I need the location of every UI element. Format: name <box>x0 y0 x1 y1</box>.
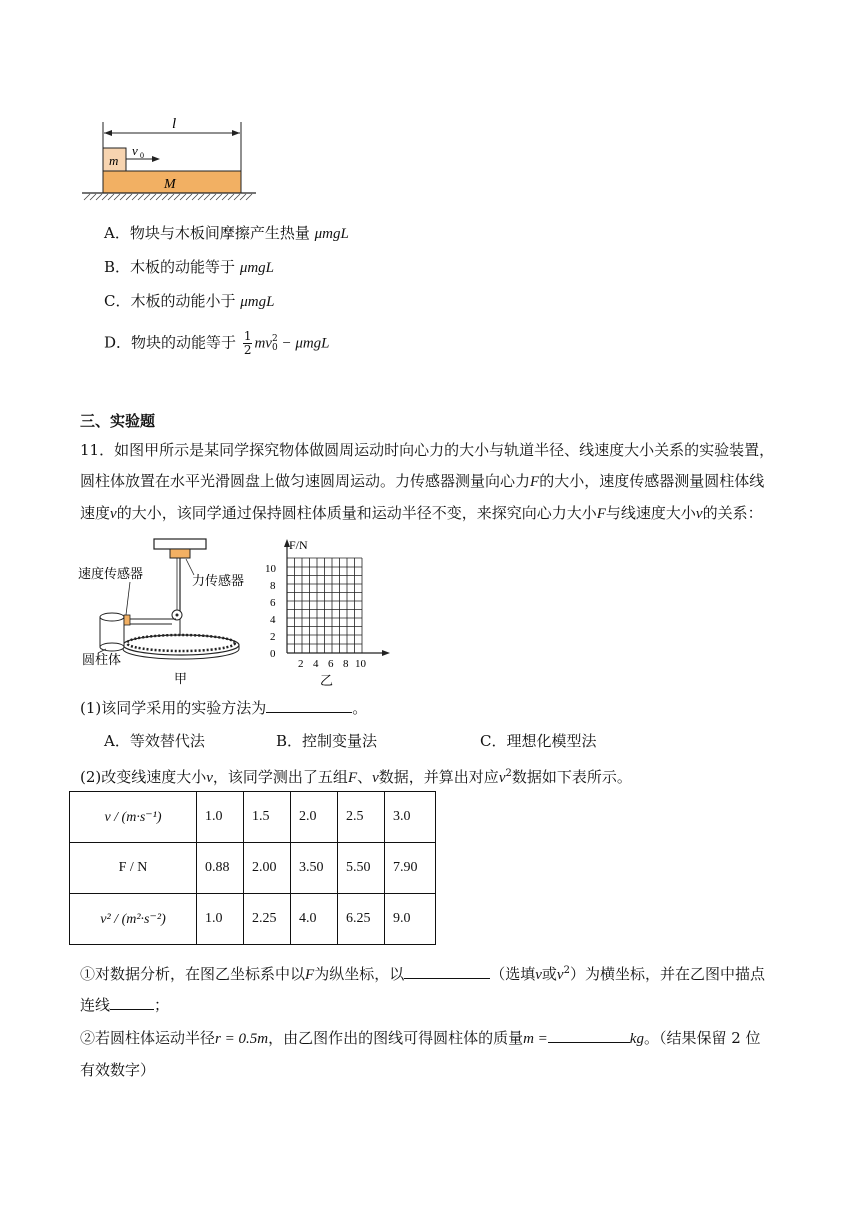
y-axis-label: F/N <box>289 538 308 552</box>
force-sensor <box>170 549 190 558</box>
sub1-choice-c: C．理想化模型法 <box>480 732 597 750</box>
xtick-8: 8 <box>343 658 349 670</box>
circle2-line1: ②若圆柱体运动半径r = 0.5m，由乙图作出的图线可得圆柱体的质量m = kg。（结果保留 2 位 <box>80 1026 761 1050</box>
table-cell: 9.0 <box>385 894 436 945</box>
option-a: A．物块与木板间摩擦产生热量 μmgL <box>104 224 349 242</box>
ytick-2: 2 <box>270 631 276 643</box>
answer-blank-1[interactable] <box>266 696 352 713</box>
grid-figure-yi <box>262 537 402 687</box>
q11-line2: 圆柱体放置在水平光滑圆盘上做匀速圆周运动。力传感器测量向心力F的大小，速度传感器测量圆柱体线 <box>80 472 765 490</box>
grid-lines <box>287 558 362 653</box>
label-v0: v <box>132 143 138 158</box>
top-support <box>154 539 206 549</box>
row-header-F: F / N <box>70 843 197 894</box>
table-cell: 1.0 <box>197 792 244 843</box>
ytick-4: 4 <box>270 614 276 626</box>
table-cell: 3.50 <box>291 843 338 894</box>
option-c: C．木板的动能小于 μmgL <box>104 292 275 310</box>
rotating-disk <box>123 635 239 655</box>
q11-line3: 速度v的大小，该同学通过保持圆柱体质量和运动半径不变，来探究向心力大小F与线速度大小v的关系： <box>80 504 763 522</box>
sub1-choice-a: A．等效替代法 <box>104 732 205 750</box>
xtick-4: 4 <box>313 658 319 670</box>
fraction-one-half: $\frac{1}{2}$ <box>243 329 252 357</box>
row-header-v: v / (m·s⁻¹) <box>70 792 197 843</box>
data-table <box>69 791 436 945</box>
table-cell: 3.0 <box>385 792 436 843</box>
section-title: 三、实验题 <box>80 412 156 430</box>
label-M: M <box>164 177 176 192</box>
ytick-6: 6 <box>270 597 276 609</box>
apparatus-figure-jia <box>76 537 248 687</box>
caption-yi: 乙 <box>320 674 334 687</box>
table-cell: 2.00 <box>244 843 291 894</box>
table-cell: 7.90 <box>385 843 436 894</box>
row-header-v2: v² / (m²·s⁻²) <box>70 894 197 945</box>
label-m: m <box>109 153 119 168</box>
table-row <box>70 894 436 945</box>
table-cell: 6.25 <box>338 894 385 945</box>
label-l: l <box>172 116 177 132</box>
table-cell: 2.5 <box>338 792 385 843</box>
table-cell: 1.5 <box>244 792 291 843</box>
block-board-figure <box>80 112 260 212</box>
ytick-8: 8 <box>270 580 276 592</box>
circle2-line2: 有效数字） <box>80 1061 156 1079</box>
circle1-line1: ①对数据分析，在图乙坐标系中以F为纵坐标，以 （选填v或$v^2$）为横坐标，并在乙图中描点 <box>80 960 765 986</box>
caption-jia: 甲 <box>174 672 188 687</box>
option-b: B．木板的动能等于 μmgL <box>104 258 275 276</box>
answer-blank-axis[interactable] <box>404 962 490 979</box>
table-cell: 5.50 <box>338 843 385 894</box>
table-cell: 4.0 <box>291 894 338 945</box>
sub2-question: (2)改变线速度大小v，该同学测出了五组F、v数据，并算出对应$v^2$数据如下表所示。 <box>80 768 632 786</box>
sub1-question: (1)该同学采用的实验方法为 。 <box>80 696 367 719</box>
table-row <box>70 792 436 843</box>
sub1-choice-b: B．控制变量法 <box>276 732 378 750</box>
ytick-10: 10 <box>265 563 276 575</box>
label-v0-sub: 0 <box>140 151 144 160</box>
table-cell: 2.0 <box>291 792 338 843</box>
table-row <box>70 843 436 894</box>
ytick-0: 0 <box>270 648 276 660</box>
table-cell: 2.25 <box>244 894 291 945</box>
answer-blank-plot[interactable] <box>110 993 154 1010</box>
label-cylinder: 圆柱体 <box>82 653 122 668</box>
speed-sensor <box>124 615 130 625</box>
xtick-10: 10 <box>355 658 366 670</box>
answer-blank-mass[interactable] <box>548 1026 630 1043</box>
xtick-6: 6 <box>328 658 334 670</box>
q11-line1: 11．如图甲所示是某同学探究物体做圆周运动时向心力的大小与轨道半径、线速度大小关系的实验装置， <box>80 441 775 459</box>
option-d: D．物块的动能等于 $\frac{1}{2}$ mv 2 0 − μmgL <box>104 329 330 357</box>
label-force-sensor: 力传感器 <box>192 574 245 589</box>
circle1-line2: 连线 ； <box>80 993 169 1016</box>
table-cell: 1.0 <box>197 894 244 945</box>
label-speed-sensor: 速度传感器 <box>78 567 144 582</box>
xtick-2: 2 <box>298 658 304 670</box>
table-cell: 0.88 <box>197 843 244 894</box>
